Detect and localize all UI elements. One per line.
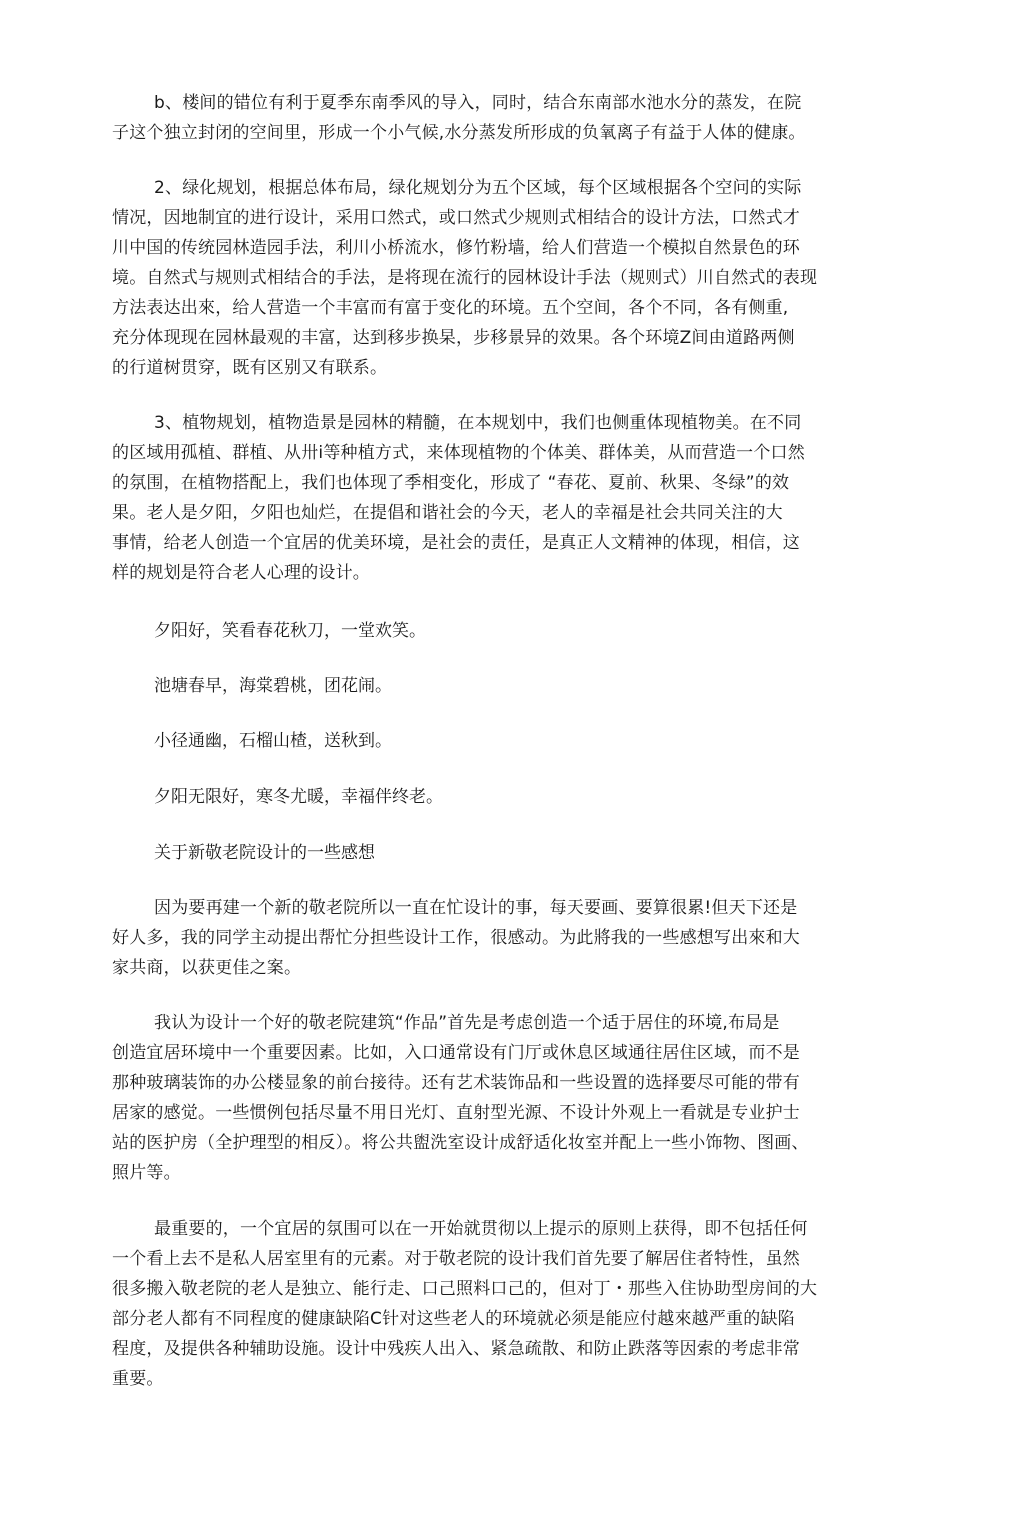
text-line: 充分体现现在园林最观的丰富，达到移步换杲，步移景异的效果。各个环境Z间由道路两侧 <box>112 328 795 348</box>
text-line: 方法表达出來，给人营造一个丰富而有富于变化的环境。五个空间，各个不同，各有侧重, <box>112 298 789 318</box>
poem-line: 夕阳无限好，寒冬尤暖，幸福伴终老。 <box>154 787 443 807</box>
text-line: 的行道树贯穿，既有区别又有联系。 <box>112 358 388 378</box>
text-line: 那种玻璃装饰的办公楼显象的前台接待。还有艺术装饰品和一些设置的选择要尽可能的带有 <box>112 1073 800 1093</box>
text-line: 3、植物规划，植物造景是园林的精髓，在本规划中，我们也侧重体现植物美。在不同 <box>154 413 802 433</box>
text-line: 一个看上去不是私人居室里有的元素。对于敬老院的设计我们首先要了解居住者特性，虽然 <box>112 1249 800 1269</box>
text-line: 的氛围，在植物搭配上，我们也体现了季相变化，形成了 “春花、夏前、秋果、冬绿”的效 <box>112 473 790 493</box>
paragraph-residents <box>112 1214 912 1394</box>
text-line: 照片等。 <box>112 1163 181 1183</box>
text-line: 因为要再建一个新的敬老院所以一直在忙设计的事，每天要画、要算很累!但天下还是 <box>154 898 798 918</box>
poem-line: 夕阳好，笑看春花秋刀，一堂欢笑。 <box>154 621 426 641</box>
text-line: 川中国的传统园林造园手法，利川小桥流水，修竹粉墙，给人们营造一个模拟自然景色的环 <box>112 238 800 258</box>
text-line: 情况，因地制宜的进行设计，采用口然式，或口然式少规则式相结合的设计方法，口然式才 <box>112 208 800 228</box>
text-line: 样的规划是符合老人心理的设计。 <box>112 563 370 583</box>
paragraph-design-layout <box>112 1008 912 1188</box>
text-line: 2、绿化规划，根据总体布局，绿化规划分为五个区域，每个区域根据各个空问的实际 <box>154 178 802 198</box>
text-line: 家共商，以获更佳之案。 <box>112 958 302 978</box>
poem-line: 池塘春早，海棠碧桃，团花闹。 <box>154 676 392 696</box>
poem-line: 小径通幽，石榴山楂，送秋到。 <box>154 731 392 751</box>
text-line: 程度，及提供各种辅助设施。设计中残疾人出入、紧急疏散、和防止跌落等因索的考虑非常 <box>112 1339 800 1359</box>
text-line: 最重要的，一个宜居的氛围可以在一开始就贯彻以上提示的原则上获得，即不包括任何 <box>154 1219 808 1239</box>
text-line: 果。老人是夕阳，夕阳也灿烂，在提倡和谐社会的今天，老人的幸福是社会共同关注的大 <box>112 503 783 523</box>
paragraph-building-layout <box>112 88 912 148</box>
text-line: 我认为设计一个好的敬老院建筑“作品”首先是考虑创造一个适于居住的环境,布局是 <box>154 1013 780 1033</box>
text-line: 的区域用孤植、群植、从卅i等种植方式，来体现植物的个体美、群体美，从而营造一个口然 <box>112 443 805 463</box>
text-line: 很多搬入敬老院的老人是独立、能行走、口己照料口己的，但对丁・那些入住协助型房间的大 <box>112 1279 818 1299</box>
paragraph-plant-plan <box>112 408 912 588</box>
text-line: 部分老人都有不同程度的健康缺陷C针对这些老人的环境就必须是能应付越來越严重的缺陷 <box>112 1309 795 1329</box>
text-line: 重要。 <box>112 1369 164 1389</box>
text-line: 事情，给老人创造一个宜居的优美环境，是社会的责任，是真正人文精神的体现，相信，这 <box>112 533 800 553</box>
text-line: 创造宜居环境中一个重要因素。比如，入口通常设有门厅或休息区域通往居住区域，而不是 <box>112 1043 800 1063</box>
text-line: b、楼间的错位有利于夏季东南季风的导入，同时，结合东南部水池水分的蒸发，在院 <box>154 93 802 113</box>
section-heading: 关于新敬老院设计的一些感想 <box>154 843 375 863</box>
text-line: 境。自然式与规则式相结合的手法，是将现在流行的园林设计手法（规则式）川自然式的表现 <box>112 268 818 288</box>
text-line: 居家的感觉。一些惯例包括尽量不用日光灯、直射型光源、不设计外观上一看就是专业护士 <box>112 1103 800 1123</box>
paragraph-intro <box>112 893 912 983</box>
text-line: 子这个独立封闭的空间里，形成一个小气候,水分蒸发所形成的负氧离子有益于人体的健康。 <box>112 123 806 143</box>
paragraph-greening-plan <box>112 173 912 383</box>
text-line: 站的医护房（全护理型的相反）。将公共盥洗室设计成舒适化妆室并配上一些小饰物、图画、 <box>112 1133 809 1153</box>
text-line: 好人多，我的同学主动提出帮忙分担些设计工作，很感动。为此將我的一些感想写出來和大 <box>112 928 800 948</box>
